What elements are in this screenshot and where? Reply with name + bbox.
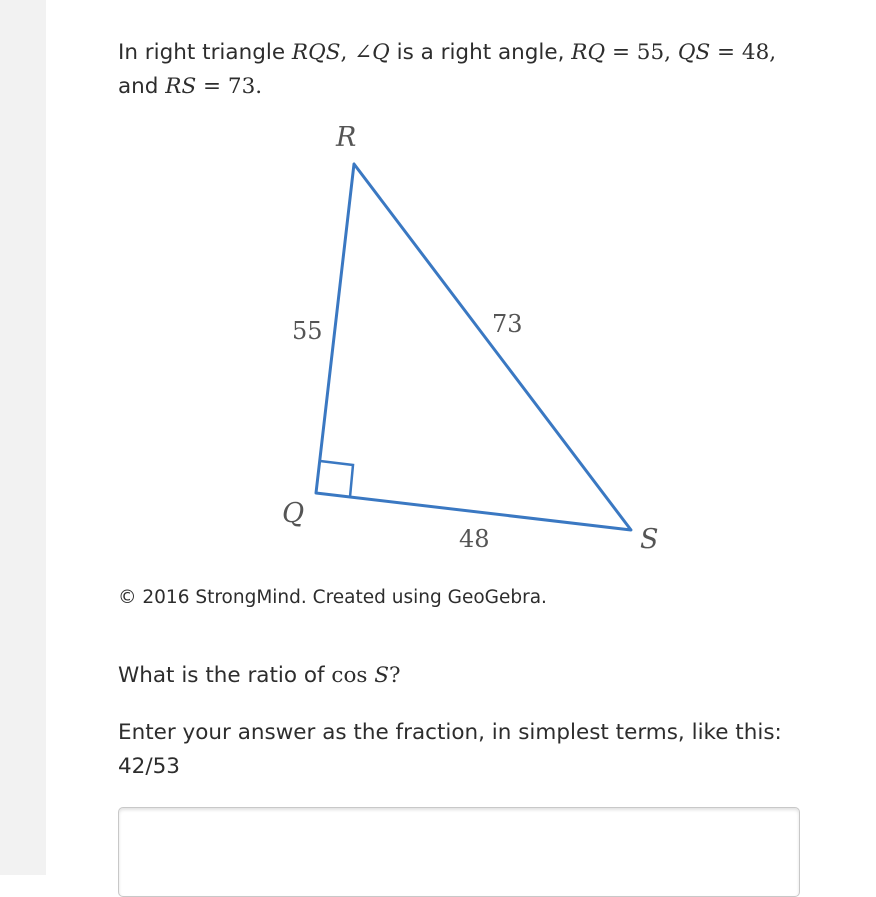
question-text [118, 660, 401, 692]
question-prefix: What is the ratio of [118, 663, 332, 688]
intro-sep: , [340, 40, 355, 65]
intro-text: In right triangle [118, 40, 292, 65]
triangle-name: RQS [291, 40, 341, 65]
intro-sep: , [664, 40, 678, 65]
instructions-line: Enter your answer as the fraction, in simplest terms, like this: [118, 720, 782, 745]
angle-variable: S [374, 663, 390, 688]
vertex-s-label: S [640, 524, 659, 555]
right-angle-marker [320, 461, 353, 497]
segment-rs: RS [165, 74, 197, 99]
left-rail [0, 0, 46, 875]
triangle-shape [316, 164, 631, 530]
vertex-q-label: Q [282, 498, 305, 529]
segment-rq: RQ [571, 40, 606, 65]
answer-input[interactable] [118, 807, 800, 897]
intro-sep: , [769, 40, 777, 65]
question-mark: ? [389, 663, 401, 688]
image-credit: © 2016 StrongMind. Created using GeoGebra. [118, 587, 547, 608]
example-answer: 42/53 [118, 754, 180, 779]
intro-text: is a right angle, [389, 40, 572, 65]
vertex-r-label: R [336, 122, 357, 153]
cos-function: cos [331, 663, 375, 688]
intro-sep: . [255, 74, 263, 99]
segment-qs: QS [677, 40, 711, 65]
qs-value: = 48 [710, 40, 770, 65]
answer-instructions [118, 716, 798, 784]
problem-statement [118, 36, 798, 104]
angle-q: ∠Q [354, 40, 390, 65]
intro-text: and [118, 74, 166, 99]
rs-value: = 73 [196, 74, 256, 99]
side-rs-label: 73 [492, 310, 523, 338]
rq-value: = 55 [605, 40, 665, 65]
side-qs-label: 48 [459, 525, 490, 553]
side-rq-label: 55 [292, 317, 323, 345]
